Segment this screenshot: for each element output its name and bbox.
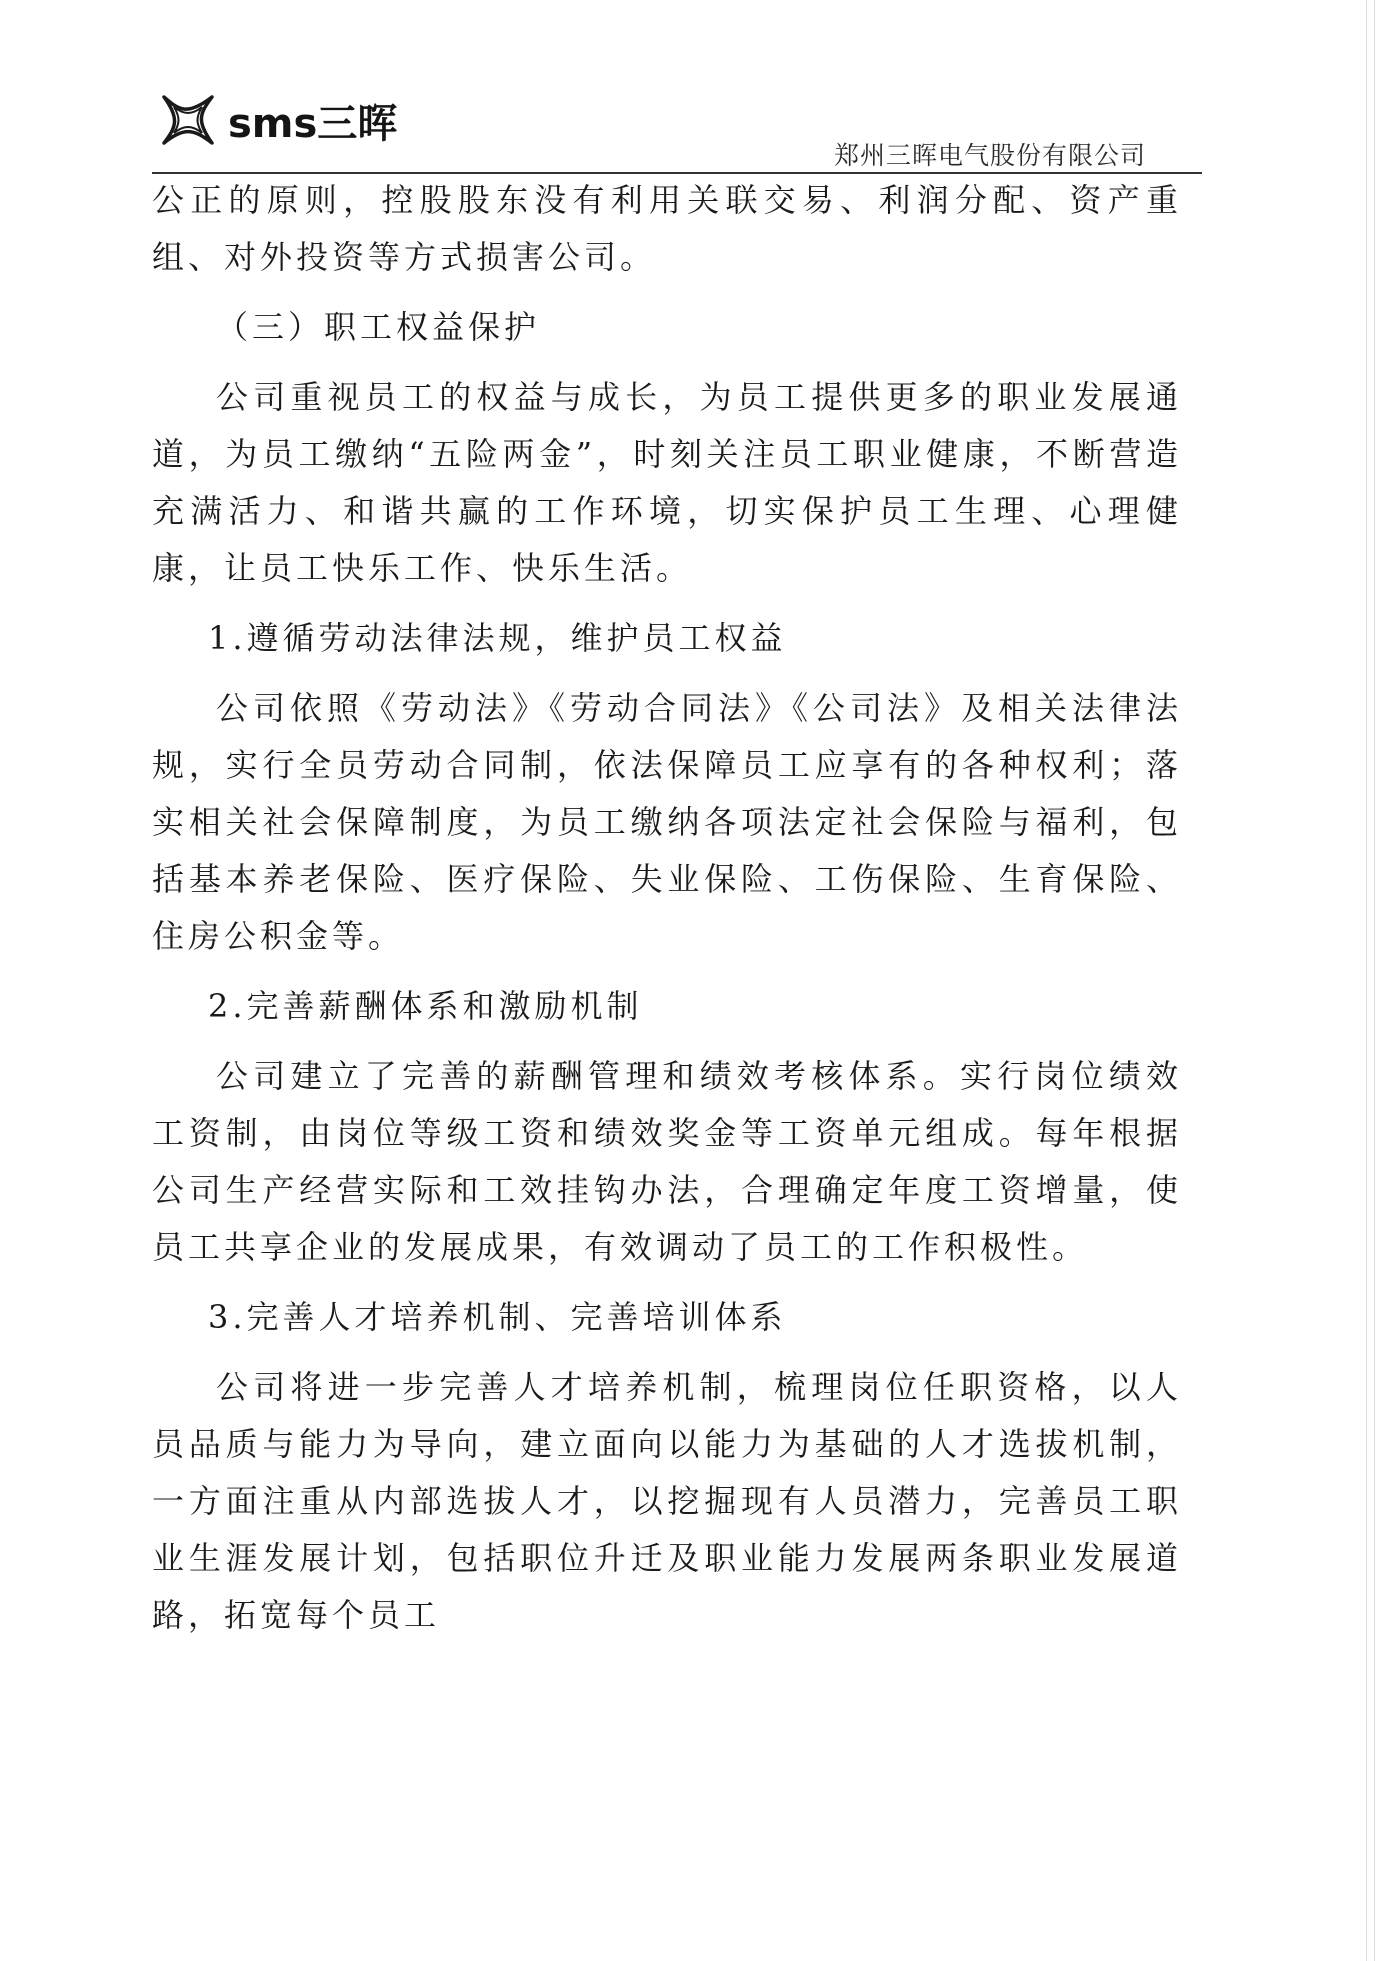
company-logo [156, 90, 397, 150]
sms-logo-icon [156, 91, 220, 149]
paragraph: 公司将进一步完善人才培养机制，梳理岗位任职资格，以人员品质与能力为导向，建立面向以能力为基础的人才选拔机制，一方面注重从内部选拔人才，以挖掘现有人员潜力，完善员工职业生涯发展计划，包括职位升迁及职业能力发展两条职业发展道路，拓宽每个员工 [152, 1368, 1182, 1634]
scan-edge-line [1366, 0, 1367, 1961]
subsection-heading: 2.完善薪酬体系和激励机制 [208, 987, 643, 1025]
logo-text: sms三晖 [228, 100, 398, 147]
page-header [152, 80, 1202, 170]
scan-edge-line [1374, 0, 1375, 1961]
paragraph: 公司重视员工的权益与成长，为员工提供更多的职业发展通道，为员工缴纳“五险两金”，时刻关注员工职业健康，不断营造充满活力、和谐共赢的工作环境，切实保护员工生理、心理健康，让员工快乐工作、快乐生活。 [152, 378, 1182, 587]
section-heading: （三）职工权益保护 [216, 308, 541, 346]
paragraph: 公司建立了完善的薪酬管理和绩效考核体系。实行岗位绩效工资制，由岗位等级工资和绩效奖金等工资单元组成。每年根据公司生产经营实际和工效挂钩办法，合理确定年度工资增量，使员工共享企业的发展成果，有效调动了员工的工作积极性。 [152, 1057, 1182, 1266]
subsection-heading: 3.完善人才培养机制、完善培训体系 [208, 1298, 787, 1336]
company-name: 郑州三晖电气股份有限公司 [833, 141, 1146, 170]
subsection-heading: 1.遵循劳动法律法规，维护员工权益 [208, 619, 787, 657]
document-body [152, 172, 1182, 1657]
paragraph: 公正的原则，控股股东没有利用关联交易、利润分配、资产重组、对外投资等方式损害公司。 [152, 181, 1182, 276]
paragraph: 公司依照《劳动法》《劳动合同法》《公司法》及相关法律法规，实行全员劳动合同制，依法保障员工应享有的各种权利；落实相关社会保障制度，为员工缴纳各项法定社会保险与福利，包括基本养老保险、医疗保险、失业保险、工伤保险、生育保险、住房公积金等。 [152, 689, 1182, 955]
